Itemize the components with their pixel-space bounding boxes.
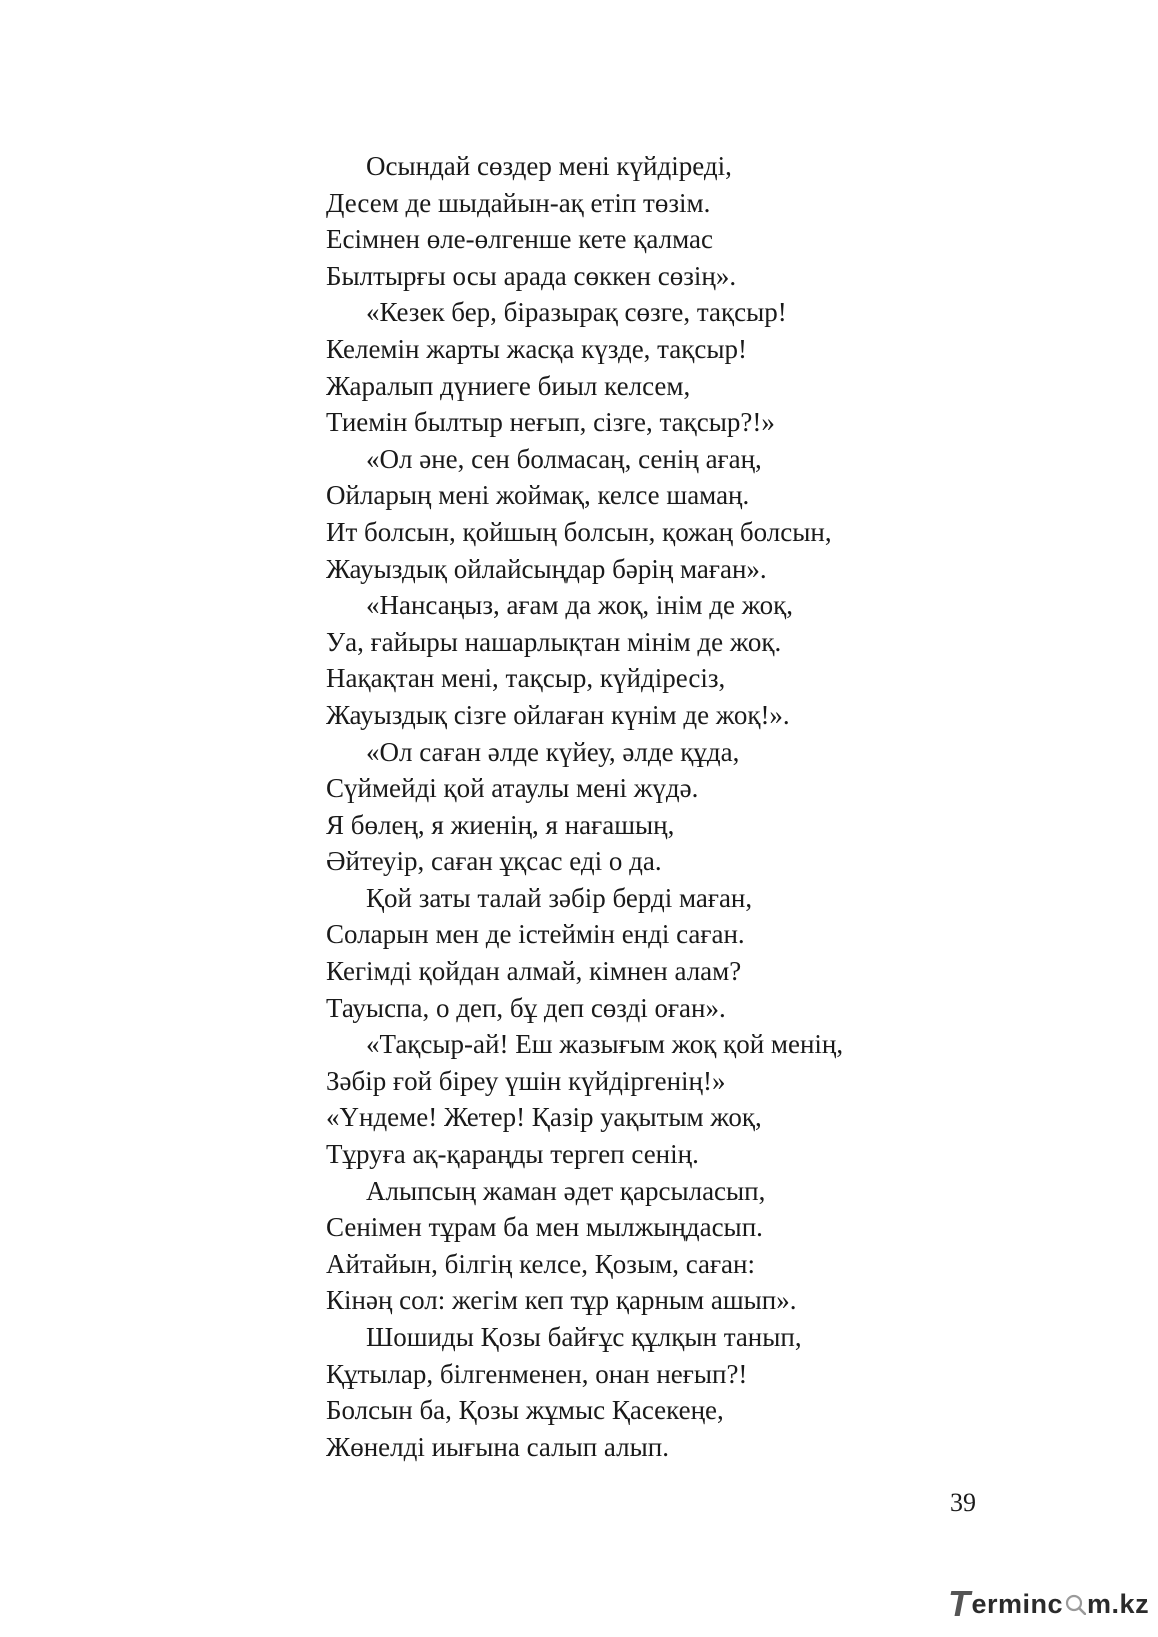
poem-line: Болсын ба, Қозы жұмыс Қасекеңе, bbox=[326, 1395, 724, 1426]
poem-line: Жаралып дүниеге биыл келсем, bbox=[326, 370, 691, 401]
poem-line: «Тақсыр-ай! Еш жазығым жоқ қой менің, bbox=[366, 1029, 844, 1060]
poem-line: Десем де шыдайын-ақ етіп төзім. bbox=[326, 187, 711, 218]
poem-line: Кінәң сол: жегім кеп тұр қарным ашып». bbox=[326, 1285, 797, 1316]
poem-line: Жауыздық ойлайсыңдар бәрің маған». bbox=[326, 553, 767, 584]
poem-line: Айтайын, білгің келсе, Қозым, саған: bbox=[326, 1248, 755, 1279]
poem-text bbox=[326, 148, 966, 1465]
poem-line: Жөнелді иығына салып алып. bbox=[326, 1431, 669, 1462]
poem-line: Құтылар, білгенменен, онан неғып?! bbox=[326, 1358, 748, 1389]
poem-line: Зәбір ғой біреу үшін күйдіргенің!» bbox=[326, 1065, 726, 1096]
poem-line: Шошиды Қозы байғұс құлқын танып, bbox=[366, 1322, 802, 1352]
watermark-letter-t: T bbox=[948, 1583, 971, 1624]
poem-line: Былтырғы осы арада сөккен сөзің». bbox=[326, 260, 737, 291]
poem-line: Нақақтан мені, тақсыр, күйдіресіз, bbox=[326, 663, 726, 694]
poem-line: «Нансаңыз, ағам да жоқ, інім де жоқ, bbox=[366, 590, 794, 621]
magnifier-icon bbox=[1064, 1593, 1086, 1615]
poem-line: Тауыспа, о деп, бұ деп сөзді оған». bbox=[326, 992, 726, 1023]
poem-line: Келемін жарты жасқа күзде, тақсыр! bbox=[326, 333, 748, 364]
poem-line: Я бөлең, я жиенің, я нағашың, bbox=[326, 809, 675, 840]
termincom-watermark bbox=[948, 1582, 1149, 1626]
poem-line: «Кезек бер, біразырақ сөзге, тақсыр! bbox=[366, 297, 787, 328]
poem-line: Тұруға ақ-қараңды тергеп сенің. bbox=[326, 1139, 699, 1170]
poem-line: Ит болсын, қойшың болсын, қожаң болсын, bbox=[326, 516, 832, 547]
poem-line: «Ол әне, сен болмасаң, сенің ағаң, bbox=[366, 443, 762, 474]
page-number: 39 bbox=[950, 1488, 976, 1517]
poem-line: Ойларың мені жоймақ, келсе шамаң. bbox=[326, 480, 750, 511]
poem-line: Соларын мен де істеймін енді саған. bbox=[326, 919, 745, 950]
poem-line: Әйтеуір, саған ұқсас еді о да. bbox=[326, 846, 662, 877]
poem-line: Есімнен өле-өлгенше кете қалмас bbox=[326, 224, 713, 255]
poem-line: Осындай сөздер мені күйдіреді, bbox=[366, 151, 732, 181]
watermark-text-end: m.kz bbox=[1087, 1588, 1150, 1619]
poem-line: «Ол саған әлде күйеу, әлде құда, bbox=[366, 736, 740, 767]
poem-line: Сенімен тұрам ба мен мылжыңдасып. bbox=[326, 1212, 763, 1243]
poem-line: Сүймейді қой атаулы мені жүдә. bbox=[326, 773, 699, 804]
poem-line: Жауыздық сізге ойлаған күнім де жоқ!». bbox=[326, 699, 790, 730]
poem-line: Тиемін былтыр неғып, сізге, тақсыр?!» bbox=[326, 407, 775, 438]
poem-line: Қой заты талай зәбір берді маған, bbox=[366, 882, 753, 913]
watermark-text-start: erminc bbox=[971, 1588, 1064, 1619]
poem-line: Кегімді қойдан алмай, кімнен алам? bbox=[326, 956, 742, 987]
poem-line: Уа, ғайыры нашарлықтан мінім де жоқ. bbox=[326, 626, 782, 657]
poem-line: «Үндеме! Жетер! Қазір уақытым жоқ, bbox=[326, 1102, 762, 1133]
poem-line: Алыпсың жаман әдет қарсыласып, bbox=[366, 1175, 766, 1206]
